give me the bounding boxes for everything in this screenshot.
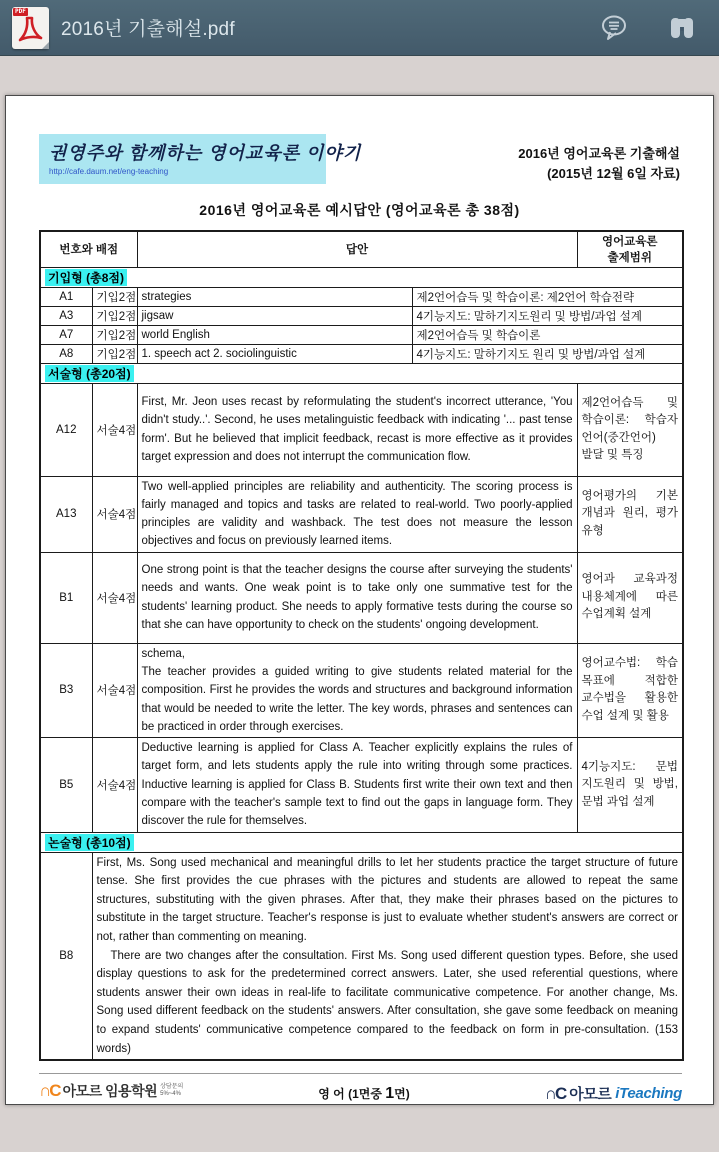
search-binoculars-icon[interactable] bbox=[665, 11, 699, 45]
answer-table bbox=[39, 230, 684, 1061]
cell-id: A7 bbox=[40, 325, 92, 344]
table-row bbox=[40, 852, 683, 1060]
pdf-page[interactable] bbox=[5, 95, 714, 1105]
cell-answer: jigsaw bbox=[137, 306, 412, 325]
table-row bbox=[40, 383, 683, 476]
table-row bbox=[40, 552, 683, 643]
cell-answer: strategies bbox=[137, 287, 412, 306]
cell-id: B5 bbox=[40, 738, 92, 832]
cell-points: 기입2점 bbox=[92, 325, 137, 344]
amor-logo-mark-icon: ∩C bbox=[39, 1081, 60, 1101]
page-title: 2016년 영어교육론 예시답안 (영어교육론 총 38점) bbox=[199, 202, 520, 218]
cell-scope: 영어교수법: 학습 목표에 적합한 교수법을 활용한 수업 설계 및 활용 bbox=[577, 643, 683, 737]
cell-points: 서술4점 bbox=[92, 738, 137, 832]
cell-points: 서술4점 bbox=[92, 643, 137, 737]
cell-points: 기입2점 bbox=[92, 287, 137, 306]
cell-scope: 영어과 교육과정 내용체계에 따른 수업계획 설계 bbox=[577, 552, 683, 643]
section-label-fill: 기입형 (총8점) bbox=[45, 269, 127, 286]
cell-scope: 4기능지도: 말하기지도 원리 및 방법/과업 설계 bbox=[412, 344, 683, 363]
header-right-caption bbox=[518, 134, 680, 184]
cell-points: 기입2점 bbox=[92, 306, 137, 325]
cell-scope: 4기능지도: 문법 지도원리 및 방법, 문법 과업 설계 bbox=[577, 738, 683, 832]
amor-iteaching-logo bbox=[545, 1081, 682, 1104]
table-header-row bbox=[40, 231, 683, 267]
cell-scope: 제2언어습득 및 학습이론: 학습자 언어(중간언어) 발달 및 특징 bbox=[577, 383, 683, 476]
app-bar bbox=[0, 0, 719, 56]
cell-answer bbox=[92, 852, 683, 1060]
cafe-logo-script: 권영주와 함께하는 영어교육론 이야기 bbox=[49, 143, 362, 163]
cell-id: A1 bbox=[40, 287, 92, 306]
header-answer: 답안 bbox=[137, 231, 577, 267]
table-row bbox=[40, 643, 683, 737]
acrobat-logo-icon bbox=[16, 14, 44, 49]
iteaching-brand-english: iTeaching bbox=[615, 1085, 682, 1103]
section-row-fill bbox=[40, 267, 683, 287]
cell-id: B1 bbox=[40, 552, 92, 643]
cell-id: A12 bbox=[40, 383, 92, 476]
document-title: 2016년 기출해설.pdf bbox=[61, 19, 235, 40]
table-row bbox=[40, 287, 683, 306]
cafe-logo-url: http://cafe.daum.net/eng-teaching bbox=[49, 167, 169, 176]
cell-id: B3 bbox=[40, 643, 92, 737]
pdf-file-icon[interactable] bbox=[12, 7, 49, 49]
amor-academy-logo bbox=[39, 1081, 183, 1101]
cell-scope: 영어평가의 기본 개념과 원리, 평가 유형 bbox=[577, 476, 683, 552]
amor-academy-name: 아모르 임용학원 bbox=[62, 1083, 158, 1100]
pdf-badge: PDF bbox=[15, 7, 26, 15]
cell-scope: 제2언어습득 및 학습이론 bbox=[412, 325, 683, 344]
page-fold bbox=[42, 42, 49, 49]
table-row bbox=[40, 325, 683, 344]
document-header bbox=[39, 134, 680, 184]
cell-points: 서술4점 bbox=[92, 383, 137, 476]
essay-paragraph-2: There are two changes after the consultation. First Ms. Song used different question types. Before, she used display questions to ask for the predetermined correct answers. Later, she used referential questions, where students answer their own ideas in real-life to facilitate communicative competence. For another change, Ms. Song used different feedback on the students' answers. After consultation, she gave some feedback on meaning to expand students' communicative competence compared to the feedback on form in pre-consultation. (153 words) bbox=[96, 949, 678, 1055]
answer-intro: schema, bbox=[141, 647, 185, 660]
cell-scope: 제2언어습득 및 학습이론: 제2언어 학습전략 bbox=[412, 287, 683, 306]
table-row bbox=[40, 738, 683, 832]
header-right-line2: (2015년 12월 6일 자료) bbox=[547, 166, 680, 181]
cell-scope: 4기능지도: 말하기지도원리 및 방법/과업 설계 bbox=[412, 306, 683, 325]
header-number-points: 번호와 배점 bbox=[40, 231, 137, 267]
essay-paragraph-1: First, Ms. Song used mechanical and meaningful drills to let her students practice the target structure of future tense. She first provides the cue phrases with the pictures and students are allowed to repeat the same structures, substituting with the given phrases. After that, they make their phrases based on the pictures to substitute in the target structure. Teacher's response is just to evaluate whether student's answers are correct or not, rather than commenting on meaning. bbox=[96, 856, 678, 944]
cell-answer: 1. speech act 2. sociolinguistic bbox=[137, 344, 412, 363]
cell-id: A13 bbox=[40, 476, 92, 552]
cell-answer: One strong point is that the teacher designs the course after surveying the students' needs and wants. One weak point is to take only one summative test for the students' learning product. She needs to apply formative tests during the course so that she can have opportunity to check on the students' ongoing development. bbox=[137, 552, 577, 643]
section-label-essay: 논술형 (총10점) bbox=[45, 834, 134, 851]
footer-divider bbox=[39, 1073, 682, 1074]
section-label-desc: 서술형 (총20점) bbox=[45, 365, 134, 382]
cell-id: A8 bbox=[40, 344, 92, 363]
header-scope: 영어교육론 출제범위 bbox=[577, 231, 683, 267]
section-row-desc bbox=[40, 363, 683, 383]
cell-points: 서술4점 bbox=[92, 476, 137, 552]
table-row bbox=[40, 306, 683, 325]
answer-body: The teacher provides a guided writing to give students related material for the composition. First he provides the words and structures and background information that would be needed to write the letter. The key words, phrases and sentences can be practiced in order through exercises. bbox=[141, 665, 573, 733]
cell-id: A3 bbox=[40, 306, 92, 325]
page-footer bbox=[39, 1081, 682, 1104]
cell-answer: world English bbox=[137, 325, 412, 344]
iteaching-logo-mark-icon: ∩C bbox=[544, 1083, 566, 1103]
cell-points: 서술4점 bbox=[92, 552, 137, 643]
page-number-caption: 영 어 (1면중 1면) bbox=[318, 1085, 410, 1103]
cell-id: B8 bbox=[40, 852, 92, 1060]
cell-answer: Deductive learning is applied for Class A. Teacher explicitly explains the rules of target form, and lets students apply the rule into writing through some practices. Inductive learning is applied for Class B. Students first write their own text and then compare with the teacher's sample text to find out the gaps in language form. They discover the rule for themselves. bbox=[137, 738, 577, 832]
cell-answer: Two well-applied principles are reliability and authenticity. The scoring process is fairly managed and topics and tasks are related to real-world. Two poorly-applied principles are validity and washback. The test does not measure the lesson objectives and focus on previously learned items. bbox=[137, 476, 577, 552]
table-row bbox=[40, 344, 683, 363]
header-right-line1: 2016년 영어교육론 기출해설 bbox=[518, 146, 680, 161]
iteaching-brand-korean: 아모르 bbox=[569, 1086, 612, 1104]
cell-answer bbox=[137, 643, 577, 737]
amor-academy-small-text: 상담문의 5%~4% bbox=[160, 1084, 184, 1098]
cafe-logo-box bbox=[39, 134, 362, 184]
cell-answer: First, Mr. Jeon uses recast by reformulating the student's incorrect utterance, 'You didn't study..'. Second, he uses metalinguistic feedback with indicating '... past tense form'. But he believed that implicit feedback, recast is more effective as it provides target expression and does not interrupt the communication flow. bbox=[137, 383, 577, 476]
cell-points: 기입2점 bbox=[92, 344, 137, 363]
comment-icon[interactable] bbox=[597, 11, 631, 45]
table-row bbox=[40, 476, 683, 552]
section-row-essay bbox=[40, 832, 683, 852]
